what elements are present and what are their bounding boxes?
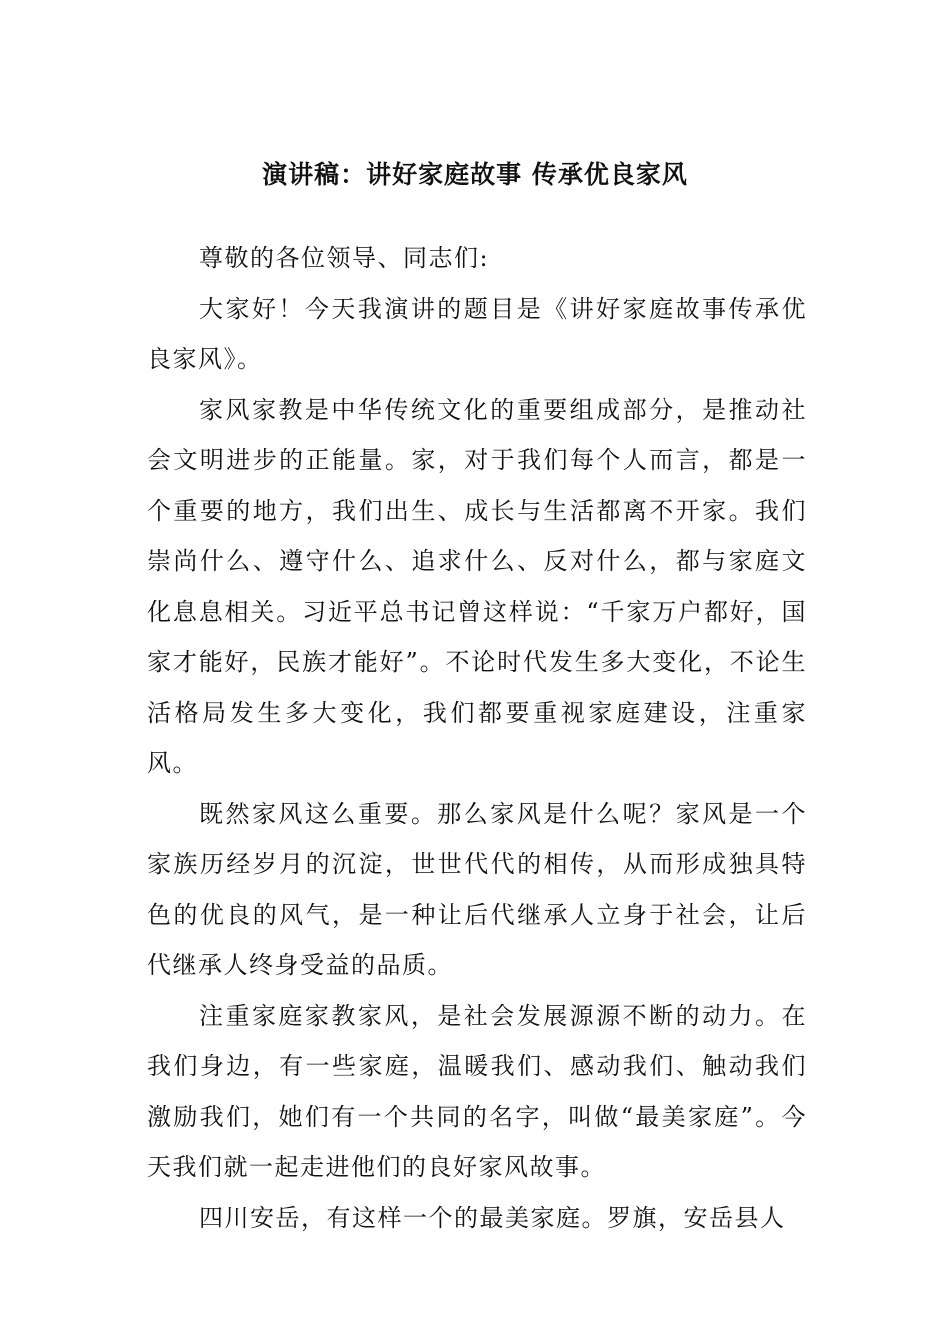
page-title: 演讲稿：讲好家庭故事 传承优良家风 — [262, 160, 688, 189]
paragraph-anyue-story: 四川安岳，有这样一个的最美家庭。罗旗，安岳县人 — [199, 1203, 786, 1232]
paragraph-what-is-family-style: 既然家风这么重要。那么家风是什么呢？家风是一个家族历经岁月的沉淀，世世代代的相传，从而形成独具特色的优良的风气，是一种让后代继承人立身于社会，让后代继承人终身受益的品质。 — [147, 799, 807, 979]
paragraph-greeting: 大家好！今天我演讲的题目是《讲好家庭故事传承优良家风》。 — [147, 294, 807, 373]
paragraph-salutation: 尊敬的各位领导、同志们: — [199, 244, 490, 272]
paragraph-family-values: 家风家教是中华传统文化的重要组成部分，是推动社会文明进步的正能量。家，对于我们每个人而言，都是一个重要的地方，我们出生、成长与生活都离不开家。我们崇尚什么、遵守什么、追求什么、反对什么，都与家庭文化息息相关。习近平总书记曾这样说：“千家万户都好，国家才能好，民族才能好”。不论时代发生多大变化，不论生活格局发生多大变化，我们都要重视家庭建设，注重家风。 — [147, 395, 807, 777]
paragraph-most-beautiful-family: 注重家庭家教家风，是社会发展源源不断的动力。在我们身边，有一些家庭，温暖我们、感动我们、触动我们激励我们，她们有一个共同的名字，叫做“最美家庭”。今天我们就一起走进他们的良好家风故事。 — [147, 1001, 807, 1181]
document-body — [147, 233, 807, 1243]
